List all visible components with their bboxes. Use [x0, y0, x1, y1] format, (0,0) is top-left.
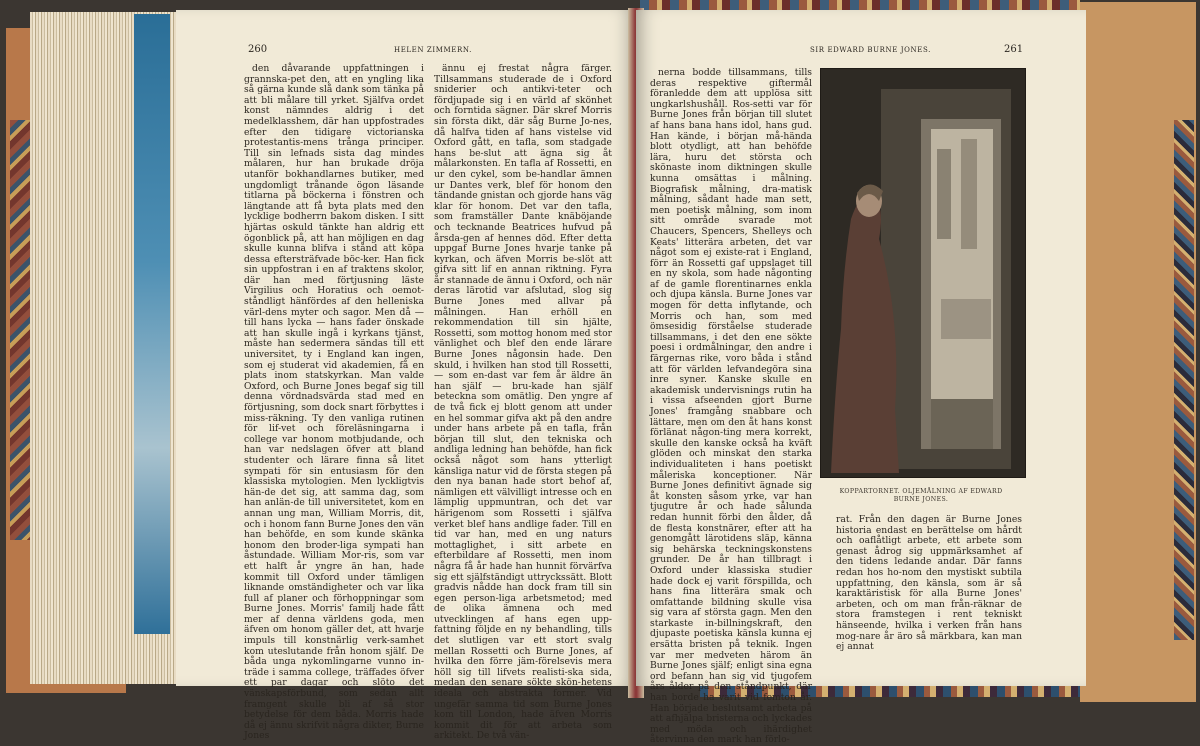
- page-number-right: 261: [1004, 44, 1024, 55]
- caption-line-2: BURNE JONES.: [893, 496, 949, 503]
- left-page-column-2: [434, 63, 612, 742]
- painting-figure-drawing: [821, 69, 1025, 477]
- blue-endpaper-strip: [134, 14, 170, 634]
- right-col2-text: rat. Från den dagen är Burne Jones historia endast en berättelse om hårdt och oaflåtligt arbete, ett arbete som genast ådrog sig uppmärksamhet af den tidens ledande andar. Där fanns redan hos ho-nom den mystiskt subtila uppfattning, den känsla, som är så karaktäristisk för alla Burne Jones' arbeten, och om man från-räknar de stora framstegen i rent tekniskt hänseende, hvilka i verken från hans mog-nare år äro så märkbara, kan man ej annat: [836, 514, 1022, 653]
- right-page-column-1: [650, 67, 812, 746]
- right-marbled-edge: [1174, 120, 1194, 640]
- right-page-column-2: [836, 514, 1022, 653]
- left-page: [176, 10, 634, 742]
- running-head-right: SIR EDWARD BURNE JONES.: [810, 46, 931, 54]
- page-number-left: 260: [248, 44, 268, 55]
- left-col2-text: ännu ej frestat några färger. Tillsammans studerade de i Oxford sniderier och antikvi-teter och fördjupade sig i en värld af skönhet och forntida sägner. Där skref Morris sin första dikt, där såg Burne Jo-nes, då halfva tiden af hans vistelse vid Oxford gått, en tafla, som stadgade hans be-slut att ägna sig åt målarkonsten. En tafla af Rossetti, en ur den cykel, som be-handlar ämnen ur Dantes verk, blef för honom den tändande gnistan och gjorde hans väg klar för honom. Det var den tafla, som framställer Dante knäböjande och tecknande Beatrices hufvud på årsda-gen af hennes död. Efter detta uppgaf Burne Jones hvarje tanke på kyrkan, och äfven Morris be-slöt att gifva sitt lif en annan riktning. Fyra år stannade de ännu i Oxford, och när deras lärotid var afslutad, slog sig Burne Jones med allvar på målningen. Han erhöll en rekommendation till sin hjälte, Rossetti, som mottog honom med stor vänlighet och blef den ende lärare Burne Jones någonsin hade. Den skuld, i hvilken han stod till Rossetti, — som en-dast var fem år äldre än han själf — bru-kade han själf beteckna som omätlig. Den yngre af de två fick ej blott genom att under en hel sommar gifva akt på den andre under hans arbete på en tafla, från början till slut, den tekniska och andliga ledning han behöfde, han fick också något som hans ytterligt känsliga natur vid de första stegen på den nya banan hade stort behof af, nämligen ett välvilligt intresse och en lämplig uppmuntran, och det var härigenom som Rossetti i själfva verket blef hans andlige fader. Till en tid var han, med en ung naturs mottaglighet, i sitt arbete en efterbildare af Rossetti, men inom några få år hade han hunnit förvärfva sig ett själfständigt uttryckssätt. Blott gradvis nådde han dock fram till sin egen person-liga arbetsmetod; med de olika ämnena och med utvecklingen af hans egen upp-fattning följde en ny behandling, tills det slutligen var ett stort svalg mellan Rossetti och Burne Jones, af hvilka den förre jäm-förelsevis mera höll sig till lifvets realisti-ska sida, medan den senare sökte skön-hetens ideala och abstrakta former. Vid ungefär samma tid som Burne Jones kom till London, hade äfven Morris kommit dit för att arbeta som arkitekt. De två vän-: [434, 63, 612, 742]
- left-col1-text: den dåvarande uppfattningen i grannska-pet den, att en yngling lika så gärna kunde slå dank som tänka på att bli målare till yrket. Själfva ordet konst nämndes aldrig i det medelklasshem, där han uppfostrades efter den tidigare victorianska protestantis-mens trånga principer. Till sin lefnads sista dag mindes målaren, hur han brukade dröja utanför bokhandlarnes butiker, med ungdomligt trånande ögon läsande titlarna på böckerna i fönstren och längtande att få byta plats med den lycklige bodherrn bakom disken. I sitt hjärtas oskuld tänkte han aldrig ett ögonblick på, att han möjligen en dag skulle kunna blifva i stånd att köpa dessa eftersträfvade böc-ker. Han fick sin uppfostran i en af traktens skolor, där han med förtjusning läste Virgilius och Horatius och oemot-ståndligt hänfördes af den helleniska värl-dens myter och sagor. Men då — till hans lycka — hans fader önskade att han skulle ingå i kyrkans tjänst, måste han sedermera sändas till ett universitet, ty i England kan ingen, som ej studerat vid akademien, få en plats inom statskyrkan. Man valde Oxford, och Burne Jones begaf sig till denna vördnadsvärda stad med en förtjusning, som dock snart förbyttes i miss-räkning. Ty den vanliga rutinen för lif-vet och föreläsningarna i college var honom motbjudande, och han var nedslagen öfver att bland studenter och lärare finna så litet sympati för sin entusiasm för den klassiska mytologien. Men lyckligtvis hän-de det sig, att samma dag, som han anlän-de till universitetet, kom en annan ung man, William Morris, dit, och i honom fann Burne Jones den vän han behöfde, en som kunde skänka honom den broder-liga sympati han åstundade. William Mor-ris, som var ett halft år yngre än han, hade kommit till Oxford under tämligen liknande omständigheter och var lika full af planer och förhoppningar som Burne Jones. Morris' familj hade fått mer af denna världens goda, men äfven om honom gäller det, att hvarje impuls till konstnärlig verk-samhet kom uteslutande från honom själf. De båda unga nykomlingarne vunno in-träde i samma college, träffades öfver ett par dagar och slöto det vänskapsförbund, som sedan allt framgent skulle bli af så stor betydelse för dem båda. Morris hade då ej ännu skrifvit några dikter, Burne Jones: [244, 63, 424, 742]
- left-page-column-1: [244, 63, 424, 742]
- running-head-left: HELEN ZIMMERN.: [394, 46, 472, 54]
- painting-illustration: [820, 68, 1026, 478]
- right-page: [636, 10, 1086, 746]
- right-col1-text: nerna bodde tillsammans, tills deras respektive giftermål föranledde dem att upplösa sitt ungkarlshushåll. Ros-setti var för Burne Jones från början till slutet af hans bana hans idol, hans gud. Han kände, i början må-hända blott otydligt, att han behöfde lära, huru det största och skönaste inom diktningen skulle kunna omsättas i målning. Biografisk målning, dra-matisk målning, sådant hade man sett, men poetisk målning, som inom sitt område svarade mot Chaucers, Spencers, Shelleys och Keats' litterära arbeten, det var något som ej existe-rat i England, förr än Rossetti gaf uppslaget till en ny skola, som hade någonting af de gamle florentinarnes enkla och djupa känsla. Burne Jones var mogen för detta inflytande, och Morris och han, som med ömsesidig förståelse studerade tillsammans, i det den ene sökte poesi i ordmålningar, den andre i färgernas rike, voro båda i stånd att för världen lefvandegöra sina inre syner. Kanske skulle en akademisk undervisnings rutin ha i vissa afseenden gjort Burne Jones' framgång snabbare och lättare, men om den åt hans konst förlänat någon-ting mera korrekt, skulle den kanske också ha kväft glöden och minskat den starka individualiteten i hans poetiskt måleriska konceptioner. När Burne Jones definitivt ägnade sig åt konsten såsom yrke, var han tjugutre år och hade sålunda redan hunnit förbi den ålder, då de flesta konstnärer, efter att ha genomgått lärotidens släp, känna sig behärska teckningskonstens grunder. De år han tillbragt i Oxford under klassiska studier hade dock ej varit förspillda, och hans fina litterära smak och omfattande bildning skulle visa sig vara af största gagn. Men den starkaste in-billningskraft, den djupaste poetiska känsla kunna ej ersätta bristen på teknik. Ingen var mer medveten härom än Burne Jones själf; enligt sina egna ord befann han sig vid tjugofem års ålder på den ståndpunkt, där han borde ha varit vid femton år. Han började beslutsamt arbeta på att afhjälpa bristerna och lyckades med möda och ihärdighet återvinna den mark han förlo-: [650, 67, 812, 746]
- figure-caption: [826, 488, 1016, 504]
- caption-line-1: KOPPARTORNET. OLJEMÅLNING AF EDWARD: [839, 488, 1003, 495]
